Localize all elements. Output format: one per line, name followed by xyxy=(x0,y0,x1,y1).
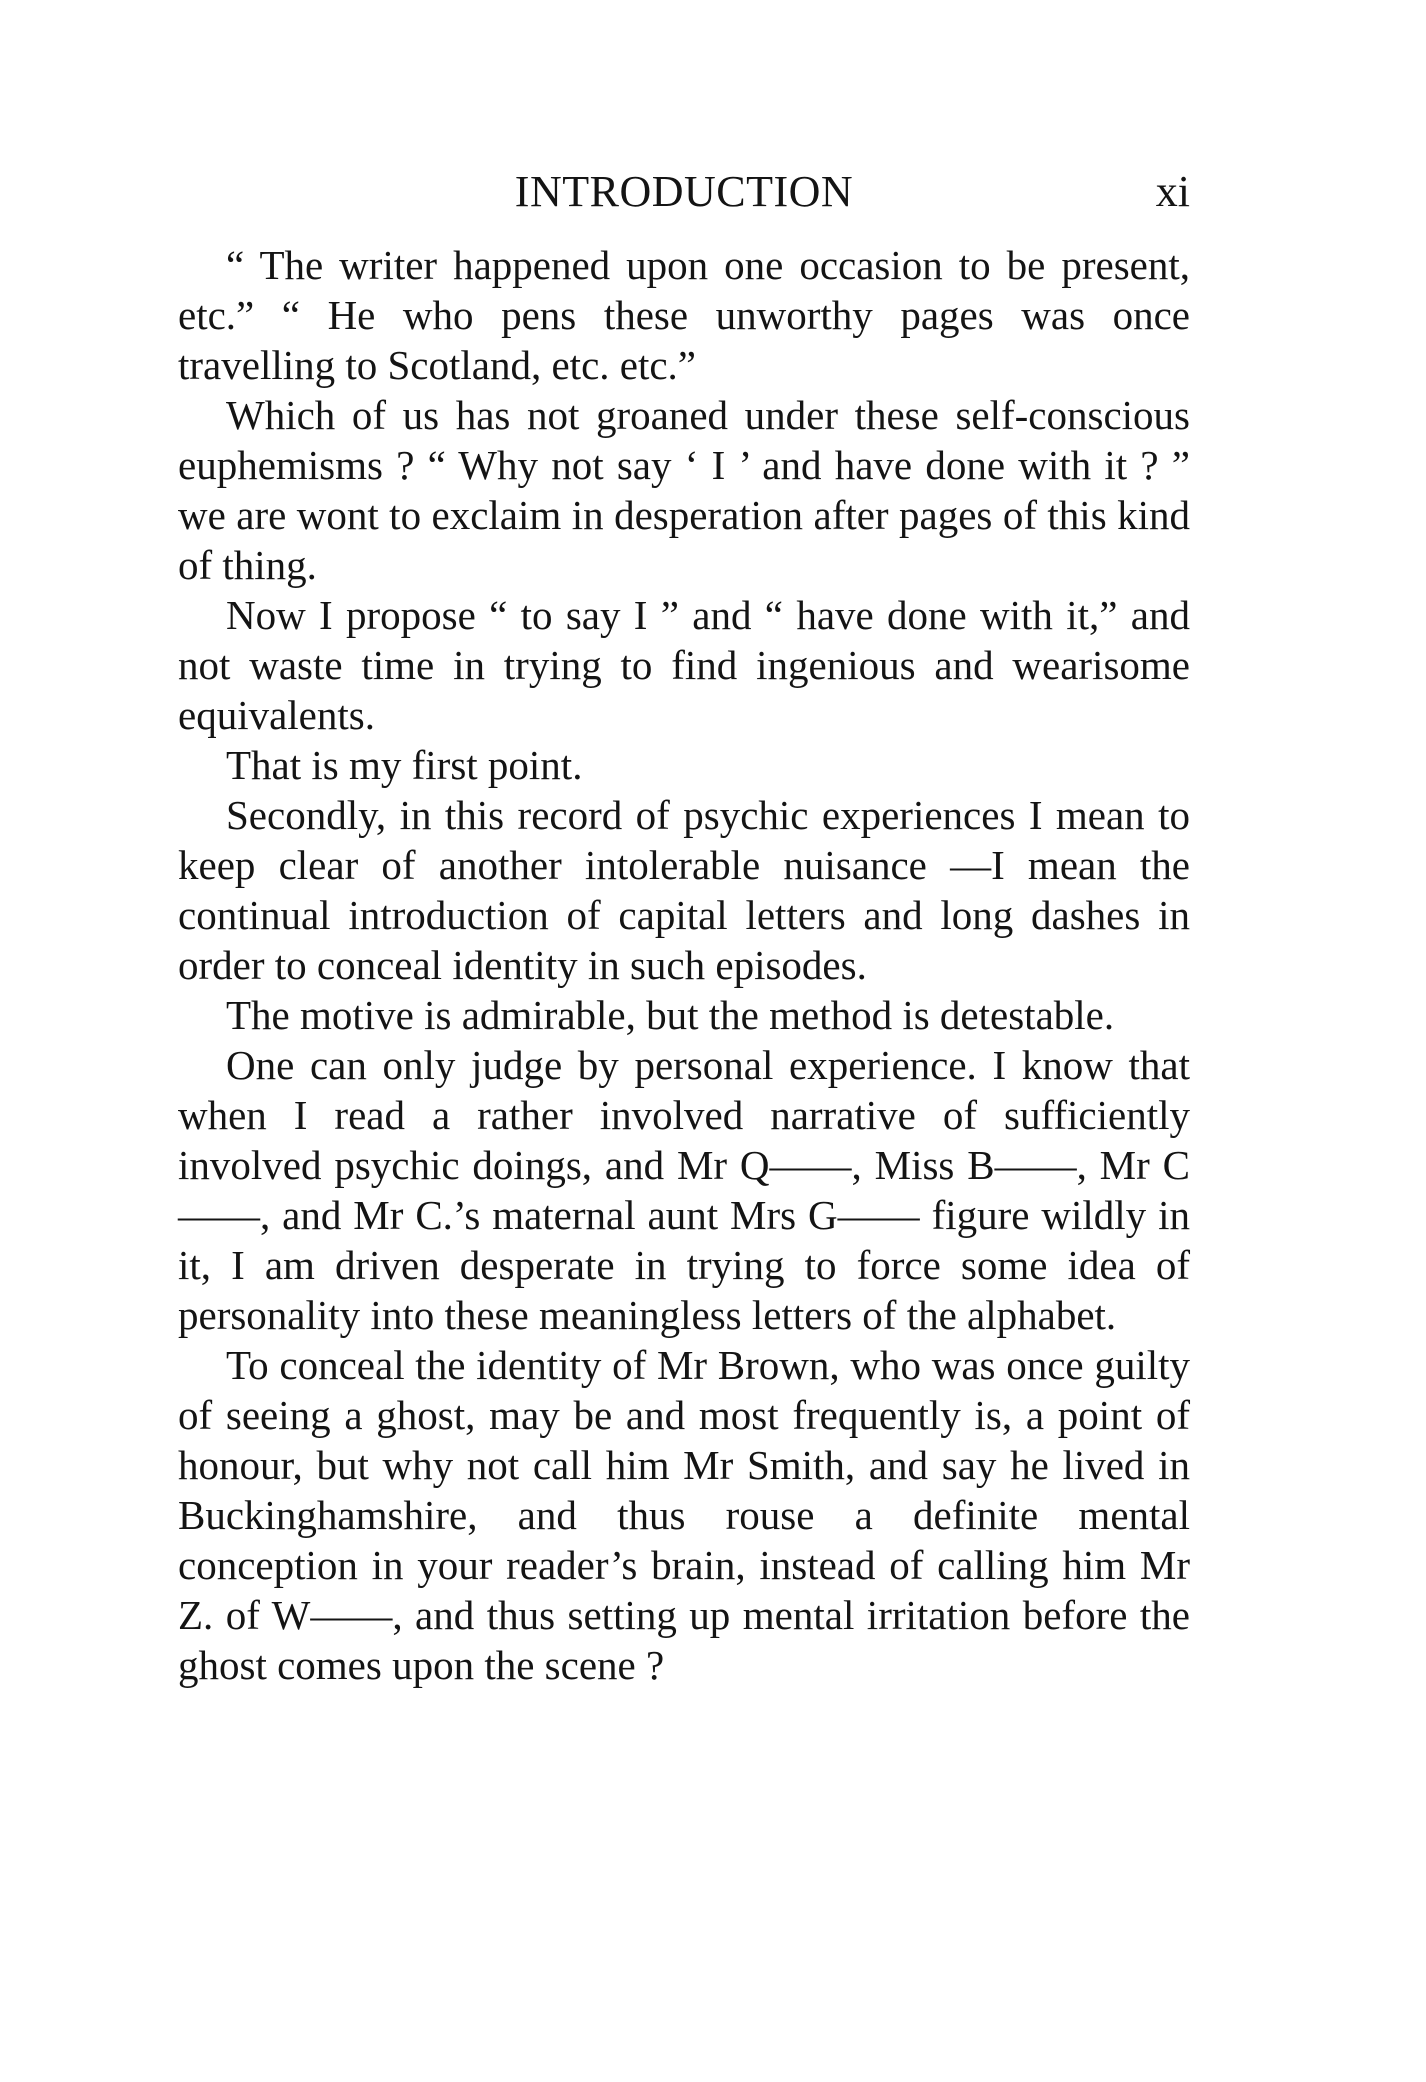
paragraph: One can only judge by personal experience. I know that when I read a rather involved narrative of sufficiently involved psychic doings, and Mr Q——, Miss B——, Mr C——, and Mr C.’s maternal aunt Mrs G—— figure wildly in it, I am driven desperate in trying to force some idea of personality into these meaningless letters of the alphabet. xyxy=(178,1042,1190,1338)
paragraph: That is my first point. xyxy=(226,742,583,788)
paragraph: Now I propose “ to say I ” and “ have done with it,” and not waste time in trying to find ingenious and wearisome equivalents. xyxy=(178,592,1190,738)
body-text xyxy=(178,240,1190,1690)
paragraph: To conceal the identity of Mr Brown, who was once guilty of seeing a ghost, may be and most frequently is, a point of honour, but why not call him Mr Smith, and say he lived in Buckinghamshire, and thus rouse a definite mental conception in your reader’s brain, instead of calling him Mr Z. of W——, and thus setting up mental irritation before the ghost comes upon the scene ? xyxy=(178,1342,1190,1688)
running-title: INTRODUCTION xyxy=(514,167,854,216)
paragraph: “ The writer happened upon one occasion to be present, etc.” “ He who pens these unworthy pages was once travelling to Scotland, etc. etc.” xyxy=(178,242,1190,388)
paragraph: Which of us has not groaned under these self-conscious euphemisms ? “ Why not say ‘ I ’ and have done with it ? ” we are wont to exclaim in desperation after pages of this kind of thing. xyxy=(178,392,1190,588)
page-number: xi xyxy=(1155,167,1190,216)
paragraph: Secondly, in this record of psychic experiences I mean to keep clear of another intolerable nuisance —I mean the continual introduction of capital letters and long dashes in order to conceal identity in such episodes. xyxy=(178,792,1190,988)
running-head xyxy=(178,166,1190,218)
paragraph: The motive is admirable, but the method is detestable. xyxy=(226,992,1115,1038)
